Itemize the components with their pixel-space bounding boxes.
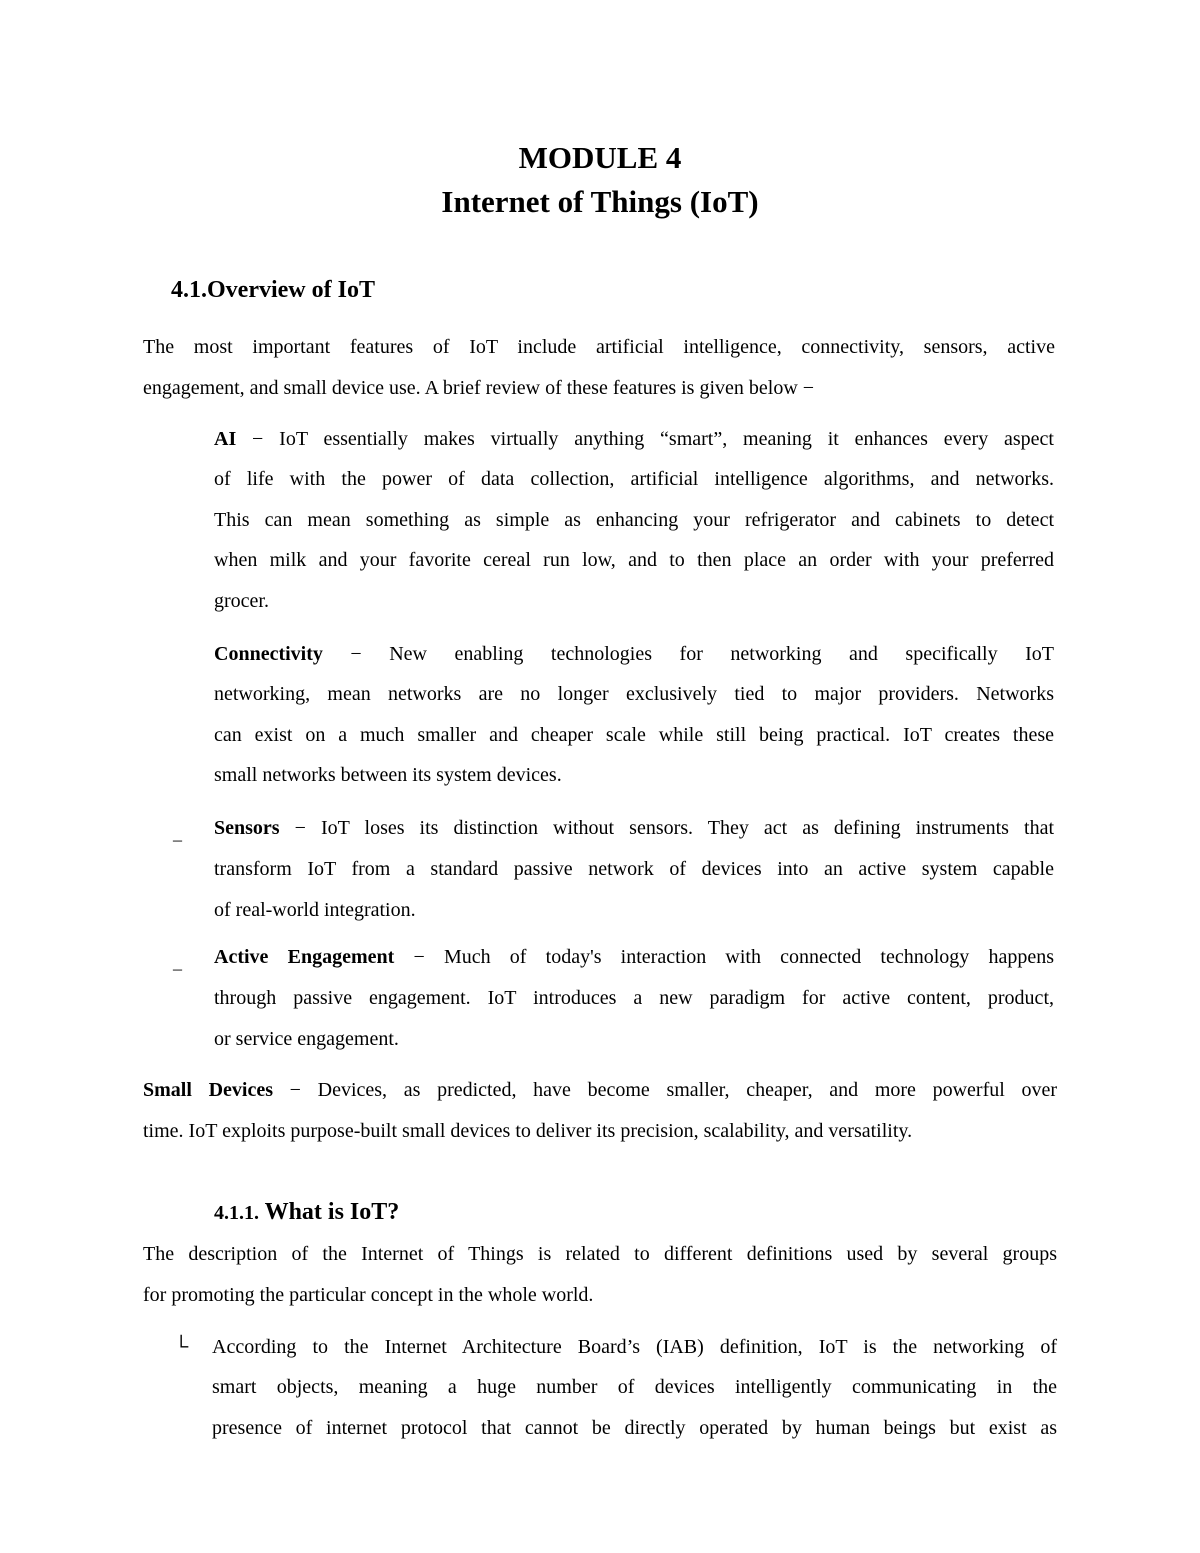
feature-active-engagement-line-2: through passive engagement. IoT introduces a new paradigm for active content, product, <box>214 987 1054 1009</box>
feature-active-engagement-term: Active Engagement <box>214 946 395 968</box>
module-subtitle: Internet of Things (IoT) <box>441 184 759 219</box>
feature-small-devices-line-1: Small Devices − Devices, as predicted, have become smaller, cheaper, and more powerful over <box>143 1079 1058 1101</box>
feature-ai-line-5: grocer. <box>214 590 269 612</box>
sensors-bullet-marker: _ <box>173 823 182 843</box>
feature-active-engagement-line-3: or service engagement. <box>214 1028 399 1050</box>
feature-connectivity-term: Connectivity <box>214 643 323 665</box>
feature-ai-line-4: when milk and your favorite cereal run low, and to then place an order with your preferred <box>214 549 1054 571</box>
iab-bullet-line-2: smart objects, meaning a huge number of devices intelligently communicating in the <box>212 1376 1057 1398</box>
what-intro-line-1: The description of the Internet of Things is related to different definitions used by several groups <box>143 1243 1057 1265</box>
iab-bullet-line-3: presence of internet protocol that cannot be directly operated by human beings but exist as <box>212 1417 1057 1439</box>
feature-ai-line-2: of life with the power of data collection, artificial intelligence algorithms, and networks. <box>214 468 1054 490</box>
section-title: What is IoT? <box>264 1199 400 1225</box>
overview-intro-line-2: engagement, and small device use. A brief review of these features is given below − <box>143 377 815 399</box>
feature-small-devices-line-2: time. IoT exploits purpose-built small devices to deliver its precision, scalability, and versatility. <box>143 1120 913 1142</box>
feature-connectivity-line-4: small networks between its system devices. <box>214 764 562 786</box>
feature-ai-line-3: This can mean something as simple as enhancing your refrigerator and cabinets to detect <box>214 509 1054 531</box>
feature-ai-line-1: AI − IoT essentially makes virtually anything “smart”, meaning it enhances every aspect <box>214 428 1054 450</box>
feature-sensors-line-3: of real-world integration. <box>214 899 416 921</box>
feature-connectivity-line-1: Connectivity − New enabling technologies for networking and specifically IoT <box>214 643 1054 665</box>
iab-bullet-line-1: According to the Internet Architecture Board’s (IAB) definition, IoT is the networking of <box>212 1336 1057 1358</box>
what-intro-line-2: for promoting the particular concept in the whole world. <box>143 1284 594 1306</box>
iab-bullet-marker: └ <box>174 1336 189 1358</box>
feature-connectivity-line-2: networking, mean networks are no longer exclusively tied to major providers. Networks <box>214 683 1054 705</box>
feature-sensors-term: Sensors <box>214 817 280 839</box>
feature-connectivity-line-3: can exist on a much smaller and cheaper scale while still being practical. IoT creates these <box>214 724 1054 746</box>
active-engagement-bullet-marker: _ <box>173 952 182 972</box>
section-heading-overview: 4.1.Overview of IoT <box>171 277 375 303</box>
feature-ai-term: AI <box>214 428 237 450</box>
feature-small-devices-term: Small Devices <box>143 1079 273 1101</box>
module-title: MODULE 4 <box>518 140 682 175</box>
section-heading-what-is-iot <box>214 1194 399 1231</box>
feature-sensors-line-2: transform IoT from a standard passive network of devices into an active system capable <box>214 858 1054 880</box>
feature-sensors-line-1: Sensors − IoT loses its distinction without sensors. They act as defining instruments that <box>214 817 1054 839</box>
section-number: 4.1.1. <box>214 1202 259 1224</box>
feature-active-engagement-line-1: Active Engagement − Much of today's interaction with connected technology happens <box>214 946 1055 968</box>
overview-intro-line-1: The most important features of IoT include artificial intelligence, connectivity, sensors, active <box>143 336 1055 358</box>
